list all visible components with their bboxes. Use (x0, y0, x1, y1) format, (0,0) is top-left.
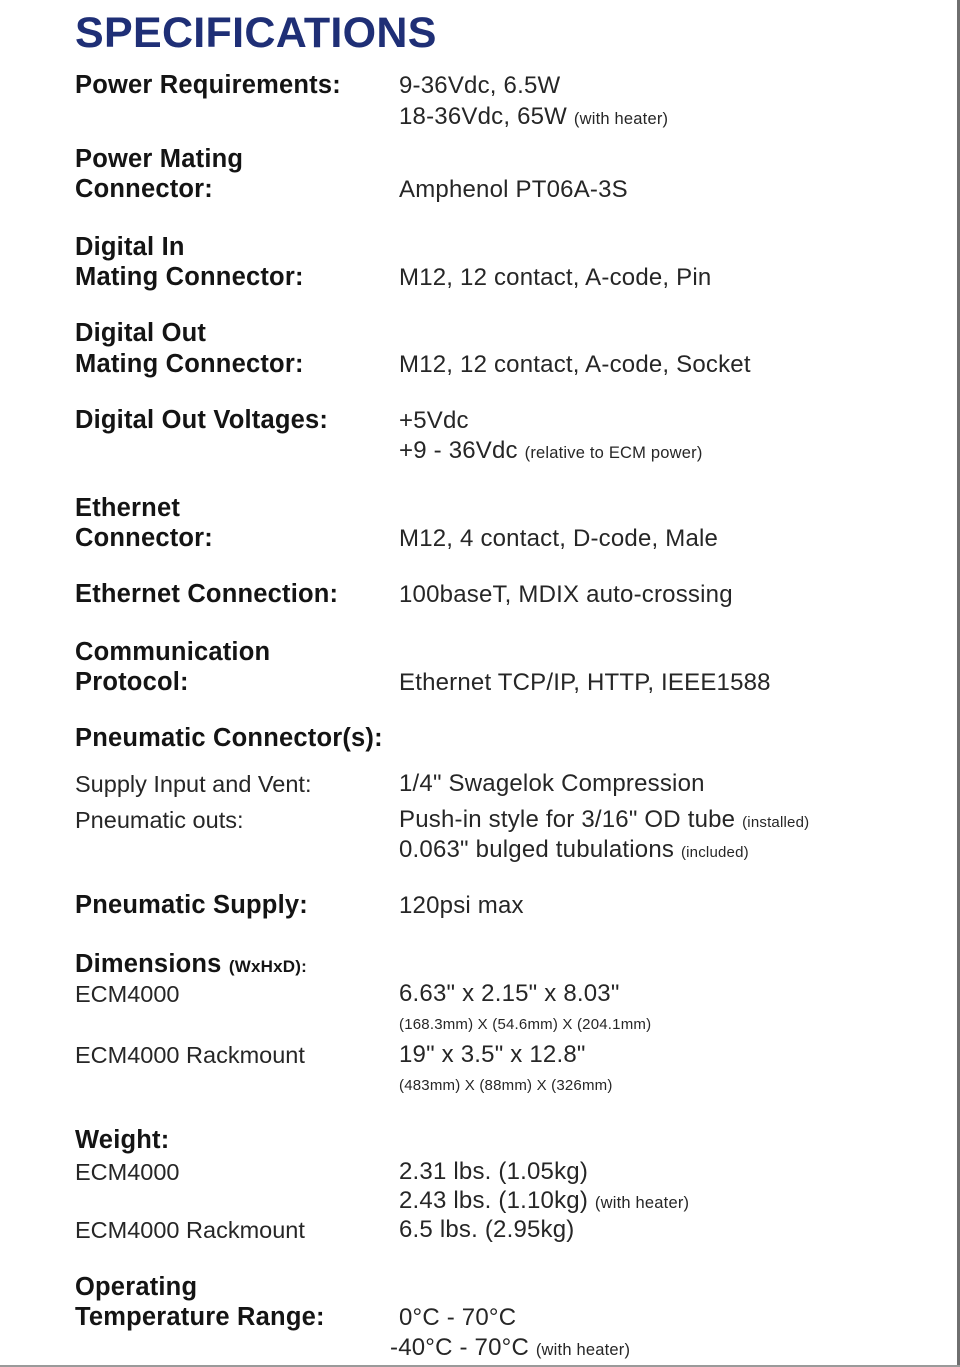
digital-out-voltages-note: (relative to ECM power) (524, 444, 703, 462)
digital-out-label-line-2: Mating Connector: (75, 350, 304, 378)
ethernet-connector-label-line-2: Connector: (75, 524, 213, 552)
weight-rackmount-label: ECM4000 Rackmount (75, 1217, 305, 1243)
supply-input-label: Supply Input and Vent: (75, 771, 312, 797)
dimensions-rackmount-value: 19" x 3.5" x 12.8" (399, 1041, 586, 1068)
digital-in-value: M12, 12 contact, A-code, Pin (399, 264, 712, 291)
power-requirements-value-1: 9-36Vdc, 6.5W (399, 72, 561, 99)
page-title: SPECIFICATIONS (75, 9, 437, 57)
weight-ecm4000-value-1: 2.31 lbs. (1.05kg) (399, 1158, 589, 1185)
dimensions-label: Dimensions (WxHxD): (75, 950, 307, 978)
digital-out-voltages-label: Digital Out Voltages: (75, 406, 329, 434)
ethernet-connector-value: M12, 4 contact, D-code, Male (399, 525, 719, 552)
operating-temperature-label-line-1: Operating (75, 1273, 198, 1301)
power-mating-label-line-1: Power Mating (75, 145, 244, 173)
supply-input-value: 1/4" Swagelok Compression (399, 770, 705, 797)
pneumatic-connectors-label: Pneumatic Connector(s): (75, 724, 383, 752)
weight-ecm4000-note: (with heater) (594, 1194, 690, 1212)
digital-out-voltages-value-1: +5Vdc (399, 407, 469, 434)
power-requirements-value-2: 18-36Vdc, 65W (with heater) (399, 103, 669, 130)
communication-protocol-value: Ethernet TCP/IP, HTTP, IEEE1588 (399, 669, 771, 696)
pneumatic-supply-value: 120psi max (399, 892, 524, 919)
power-mating-label-line-2: Connector: (75, 175, 213, 203)
weight-ecm4000-value-2: 2.43 lbs. (1.10kg) (with heater) (399, 1187, 690, 1214)
power-mating-value: Amphenol PT06A-3S (399, 176, 628, 203)
digital-out-voltages-value-2: +9 - 36Vdc (relative to ECM power) (399, 437, 703, 464)
pneumatic-outs-note-1: (installed) (742, 814, 810, 831)
weight-rackmount-value: 6.5 lbs. (2.95kg) (399, 1216, 575, 1243)
ethernet-connection-label: Ethernet Connection: (75, 580, 339, 608)
operating-temperature-value-2: -40°C - 70°C (with heater) (390, 1334, 631, 1361)
operating-temperature-note: (with heater) (535, 1341, 631, 1359)
weight-label: Weight: (75, 1126, 170, 1154)
operating-temperature-value-1: 0°C - 70°C (399, 1304, 517, 1331)
power-requirements-note: (with heater) (573, 110, 669, 128)
digital-out-value: M12, 12 contact, A-code, Socket (399, 351, 751, 378)
dimensions-ecm4000-value: 6.63" x 2.15" x 8.03" (399, 980, 620, 1007)
operating-temperature-label-line-2: Temperature Range: (75, 1303, 325, 1331)
dimensions-rackmount-metric: (483mm) X (88mm) X (326mm) (399, 1077, 613, 1094)
pneumatic-supply-label: Pneumatic Supply: (75, 891, 308, 919)
ethernet-connection-value: 100baseT, MDIX auto-crossing (399, 581, 733, 608)
dimensions-rackmount-label: ECM4000 Rackmount (75, 1042, 305, 1068)
ethernet-connector-label-line-1: Ethernet (75, 494, 181, 522)
dimensions-ecm4000-metric: (168.3mm) X (54.6mm) X (204.1mm) (399, 1016, 652, 1033)
communication-protocol-label-line-1: Communication (75, 638, 271, 666)
pneumatic-outs-label: Pneumatic outs: (75, 807, 244, 833)
digital-in-label-line-2: Mating Connector: (75, 263, 304, 291)
pneumatic-outs-value-1: Push-in style for 3/16" OD tube (installed) (399, 806, 810, 833)
pneumatic-outs-value-2: 0.063" bulged tubulations (included) (399, 836, 749, 863)
dimensions-label-note: (WxHxD): (228, 957, 307, 976)
pneumatic-outs-note-2: (included) (680, 844, 749, 861)
digital-out-label-line-1: Digital Out (75, 319, 207, 347)
digital-in-label-line-1: Digital In (75, 233, 185, 261)
power-requirements-label: Power Requirements: (75, 71, 341, 99)
communication-protocol-label-line-2: Protocol: (75, 668, 189, 696)
weight-ecm4000-label: ECM4000 (75, 1159, 180, 1185)
dimensions-ecm4000-label: ECM4000 (75, 981, 180, 1007)
